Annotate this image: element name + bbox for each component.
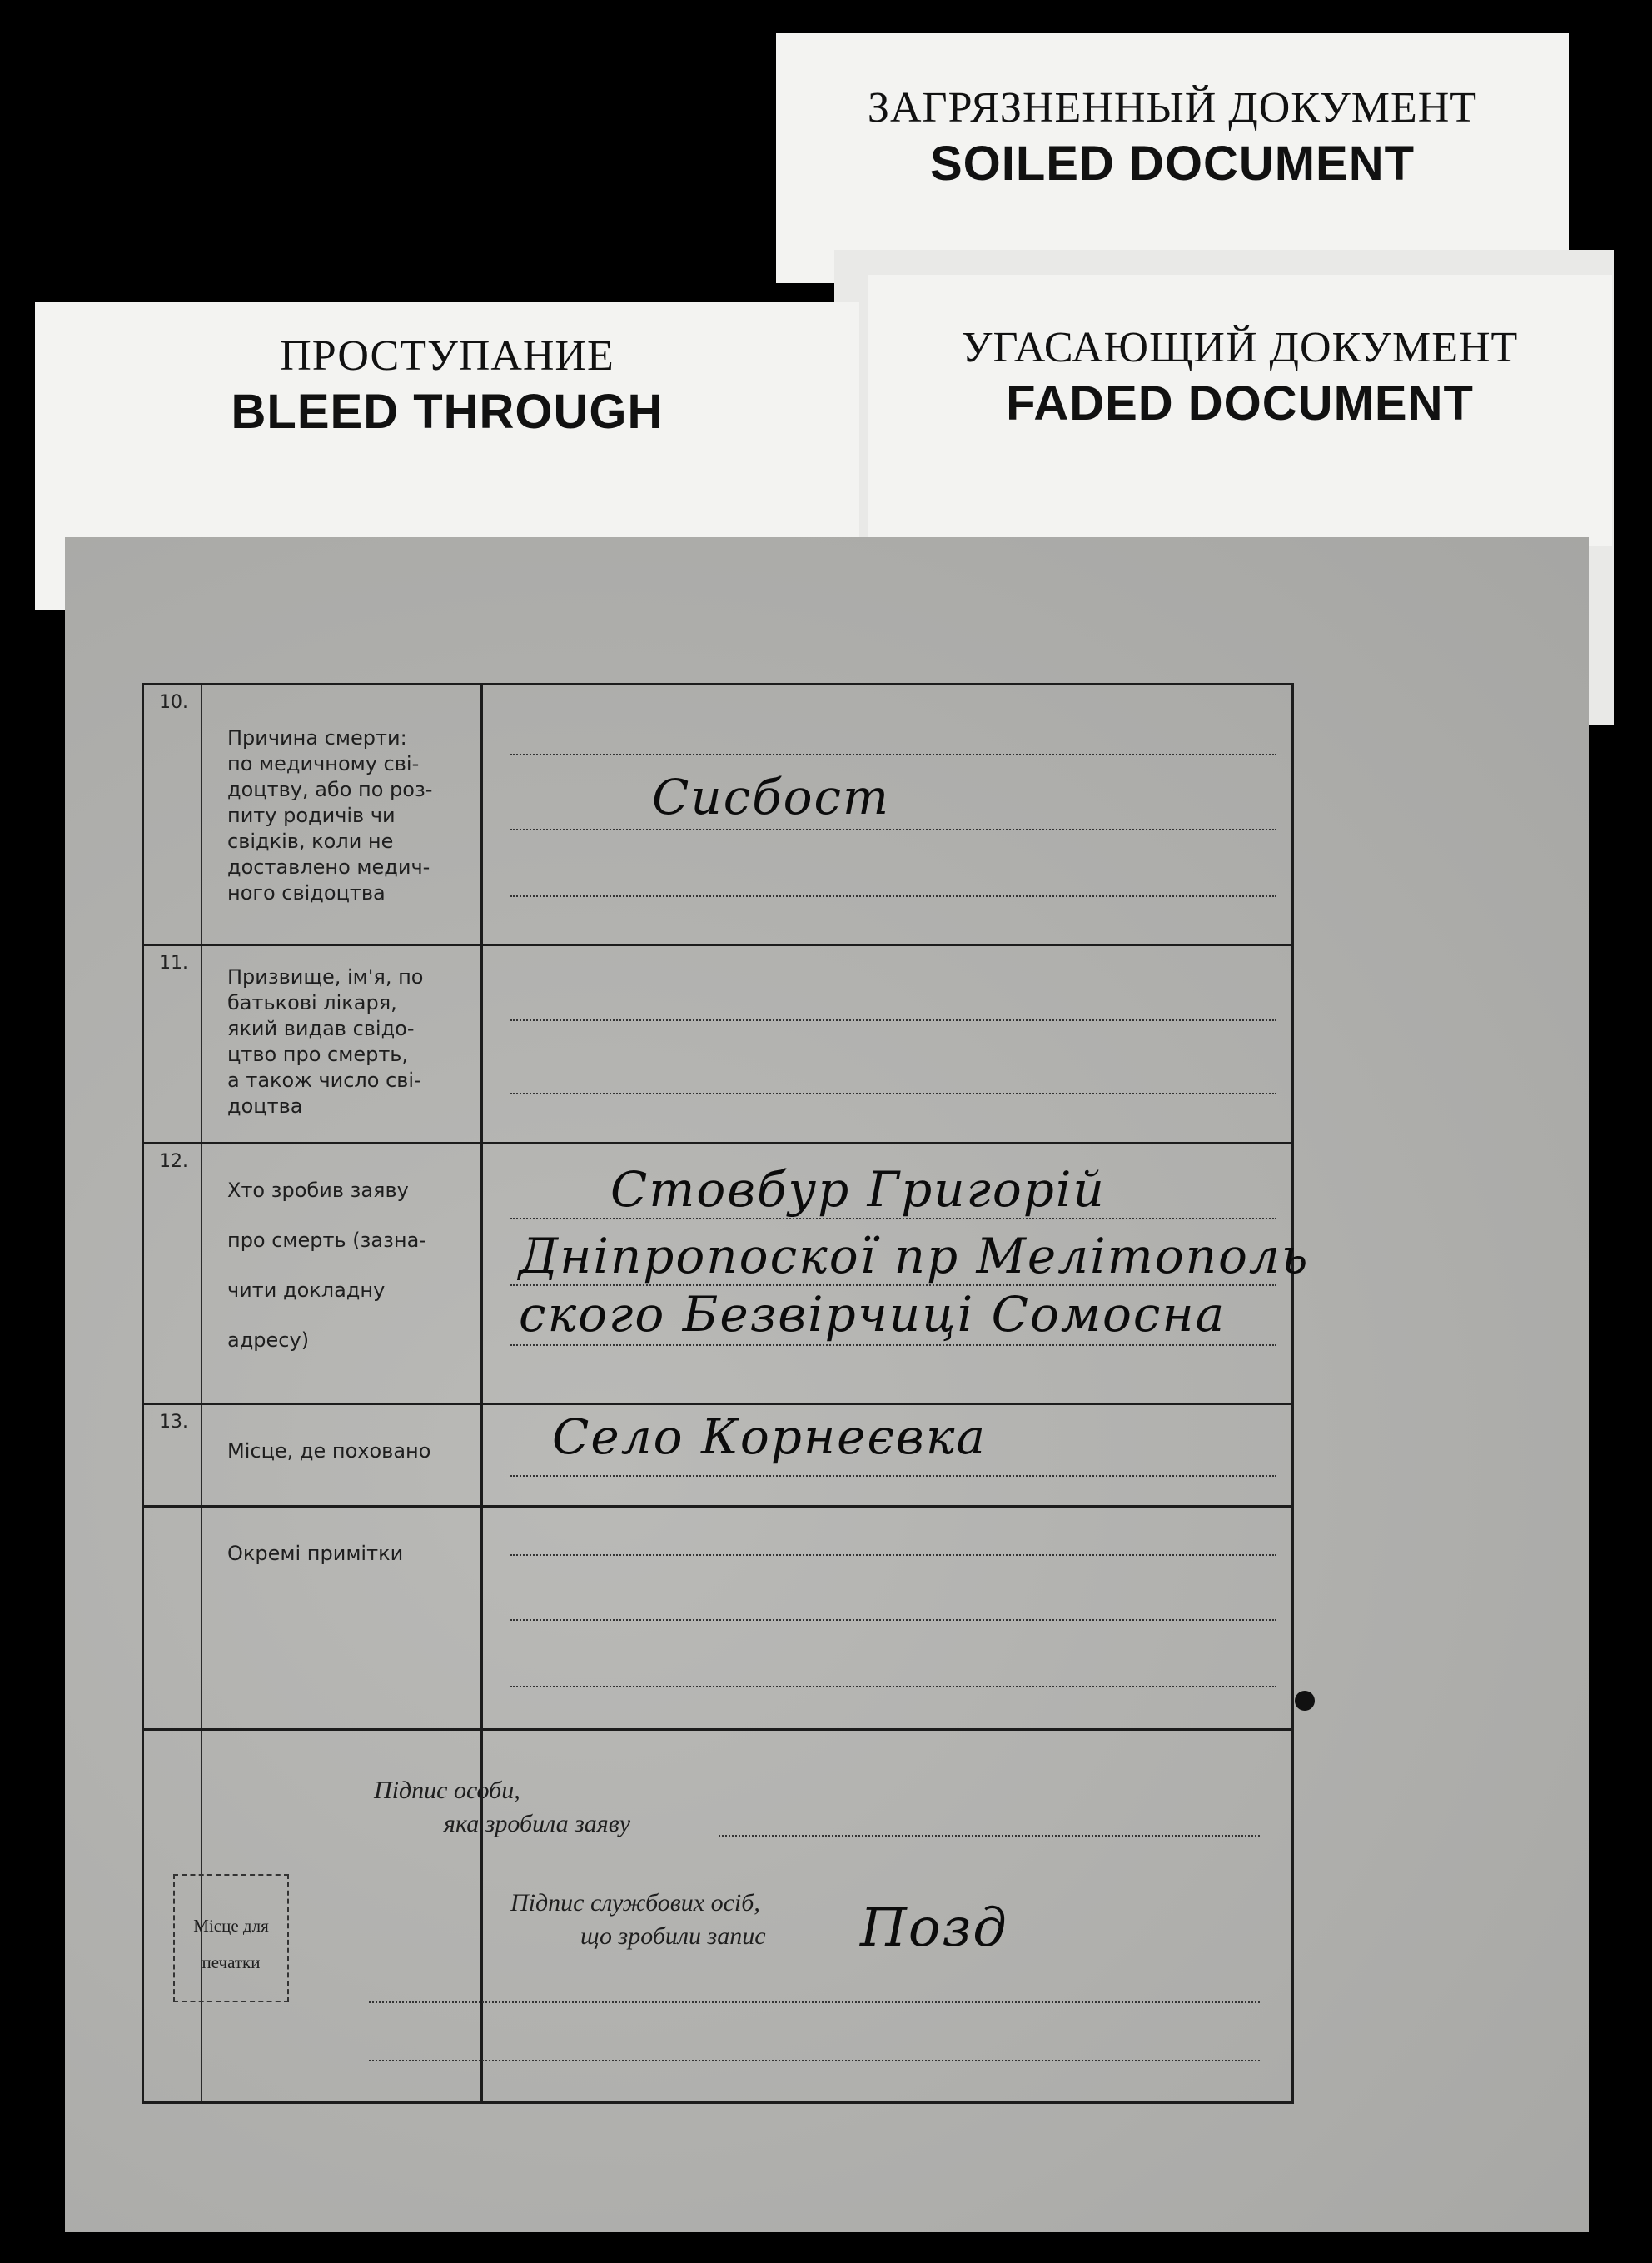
dotted-line	[369, 2060, 1260, 2061]
stamp-placeholder-label: Місце для печатки	[193, 1916, 269, 1972]
dotted-line	[510, 1619, 1276, 1621]
dotted-line	[510, 1344, 1276, 1346]
signature-person-label-2: яка зробила заяву	[444, 1810, 631, 1837]
signature-person-line	[719, 1835, 1260, 1837]
dotted-line	[510, 1475, 1276, 1477]
row-number: 11.	[159, 953, 188, 974]
soiled-tag-en: SOILED DOCUMENT	[929, 137, 1416, 191]
stamp-placeholder	[173, 1874, 289, 2002]
row-label: Причина смерти: по медичному сві- доцтву, або по роз- питу родичів чи свідків, коли не доставлено медич- ного свідоцтва	[227, 726, 433, 905]
form-row-burial-place	[144, 1405, 1291, 1508]
bleed-tag-ru: ПРОСТУПАНИЕ	[280, 332, 615, 380]
row-label: Призвище, ім'я, по батькові лікаря, який видав свідо- цтво про смерть, а також число сві- доцтва	[227, 965, 424, 1118]
dotted-line	[510, 1686, 1276, 1687]
handwritten-declarant-line3: ского Безвірчиці Сомосна	[519, 1286, 1227, 1343]
row-label: Окремі примітки	[227, 1542, 404, 1565]
dotted-line	[510, 829, 1276, 830]
faded-tag-ru: УГАСАЮЩИЙ ДОКУМЕНТ	[961, 324, 1519, 371]
handwritten-official-signature: Позд	[860, 1897, 1008, 1959]
punch-hole	[1295, 1691, 1315, 1711]
signature-person-label-1: Підпис особи,	[374, 1777, 520, 1804]
handwritten-declarant-line2: Дніпропоскої пр Мелітополь	[519, 1228, 1310, 1284]
signature-officials-label-1: Підпис службових осіб,	[510, 1889, 760, 1917]
faded-tag-en: FADED DOCUMENT	[1006, 376, 1474, 431]
soiled-document-tag	[776, 33, 1569, 283]
form-row-cause-of-death	[144, 685, 1291, 946]
handwritten-declarant-line1: Стовбур Григорій	[610, 1161, 1106, 1218]
dotted-line	[510, 754, 1276, 755]
soiled-tag-ru: ЗАГРЯЗНЕННЫЙ ДОКУМЕНТ	[867, 84, 1478, 132]
bleed-tag-en: BLEED THROUGH	[231, 385, 664, 439]
form-row-declarant	[144, 1144, 1310, 1405]
row-number: 12.	[159, 1151, 188, 1172]
dotted-line	[510, 895, 1276, 897]
faded-document-tag	[868, 275, 1612, 546]
form-row-doctor	[144, 946, 1291, 1144]
row-label: Хто зробив заяву про смерть (зазна- чити докладну адресу)	[227, 1179, 426, 1352]
handwritten-burial-place: Село Корнеєвка	[552, 1408, 987, 1465]
record-form	[142, 683, 1310, 2104]
dotted-line	[510, 1554, 1276, 1556]
dotted-line	[369, 2001, 1260, 2003]
row-number: 13.	[159, 1412, 188, 1433]
dotted-line	[510, 1093, 1276, 1094]
signature-officials-label-2: що зробили запис	[580, 1922, 766, 1950]
row-number: 10.	[159, 692, 188, 713]
dotted-line	[510, 1218, 1276, 1219]
form-row-remarks	[144, 1508, 1291, 1731]
handwritten-cause: Сисбост	[652, 769, 891, 825]
row-label: Місце, де поховано	[227, 1439, 431, 1463]
dotted-line	[510, 1019, 1276, 1021]
